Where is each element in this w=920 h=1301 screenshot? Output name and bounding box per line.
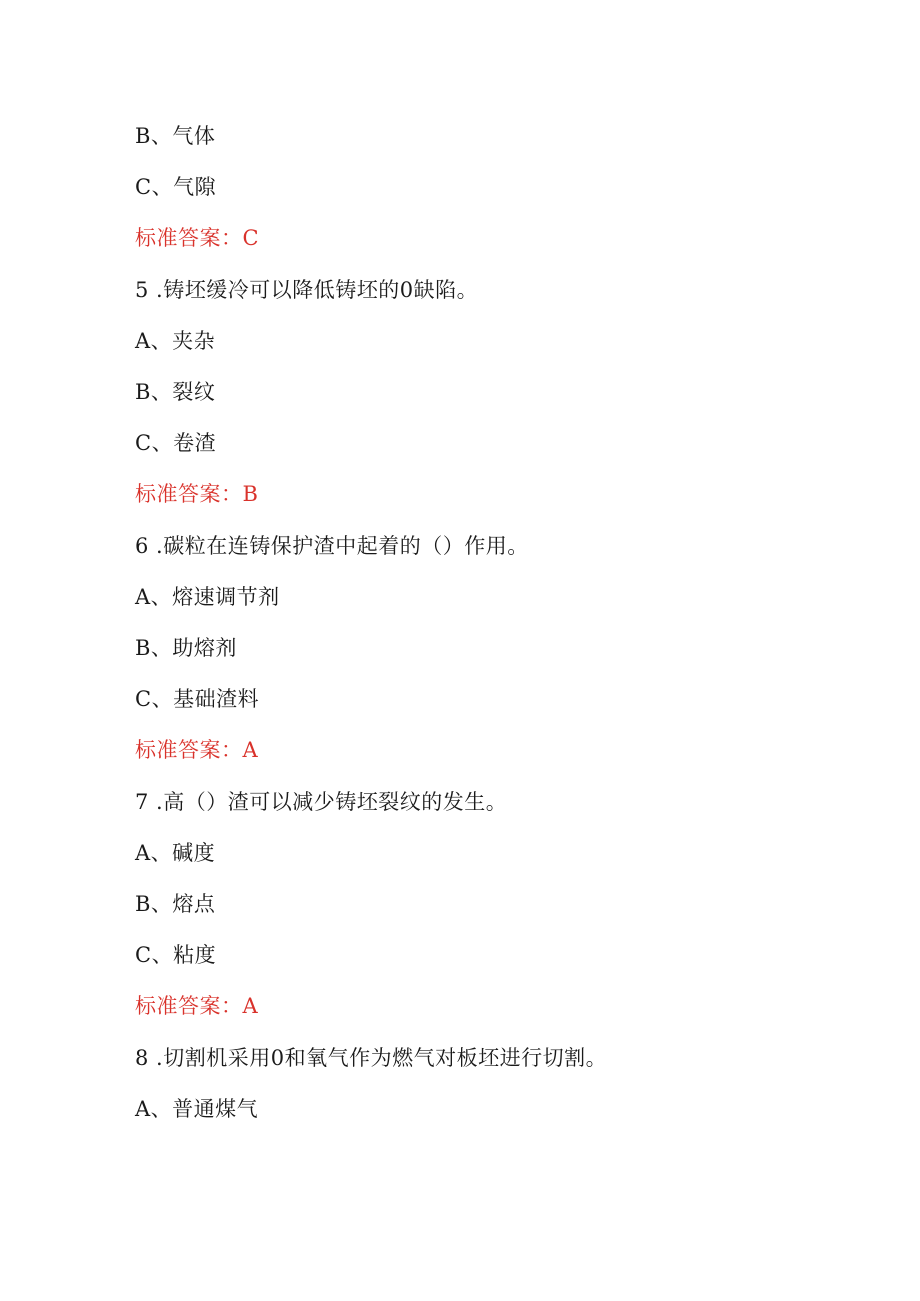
option-line: A、熔速调节剂 bbox=[135, 585, 280, 609]
option-line: B、气体 bbox=[135, 124, 216, 148]
option-line: C、卷渣 bbox=[135, 431, 217, 455]
answer-line: 标准答案：A bbox=[135, 994, 259, 1018]
option-line: C、基础渣料 bbox=[135, 687, 260, 711]
option-line: B、裂纹 bbox=[135, 380, 216, 404]
question-line: 8 .切割机采用0和氧气作为燃气对板坯进行切割。 bbox=[135, 1046, 608, 1070]
question-line: 5 .铸坯缓冷可以降低铸坯的0缺陷。 bbox=[135, 278, 479, 302]
option-line: A、夹杂 bbox=[135, 329, 216, 353]
answer-line: 标准答案：B bbox=[135, 482, 259, 506]
option-line: B、助熔剂 bbox=[135, 636, 237, 660]
question-line: 6 .碳粒在连铸保护渣中起着的（）作用。 bbox=[135, 534, 529, 558]
option-line: A、碱度 bbox=[135, 841, 216, 865]
answer-line: 标准答案：A bbox=[135, 738, 259, 762]
option-line: A、普通煤气 bbox=[135, 1097, 259, 1121]
option-line: C、粘度 bbox=[135, 943, 217, 967]
answer-line: 标准答案：C bbox=[135, 226, 260, 250]
option-line: C、气隙 bbox=[135, 175, 217, 199]
option-line: B、熔点 bbox=[135, 892, 216, 916]
question-line: 7 .高（）渣可以减少铸坯裂纹的发生。 bbox=[135, 790, 508, 814]
